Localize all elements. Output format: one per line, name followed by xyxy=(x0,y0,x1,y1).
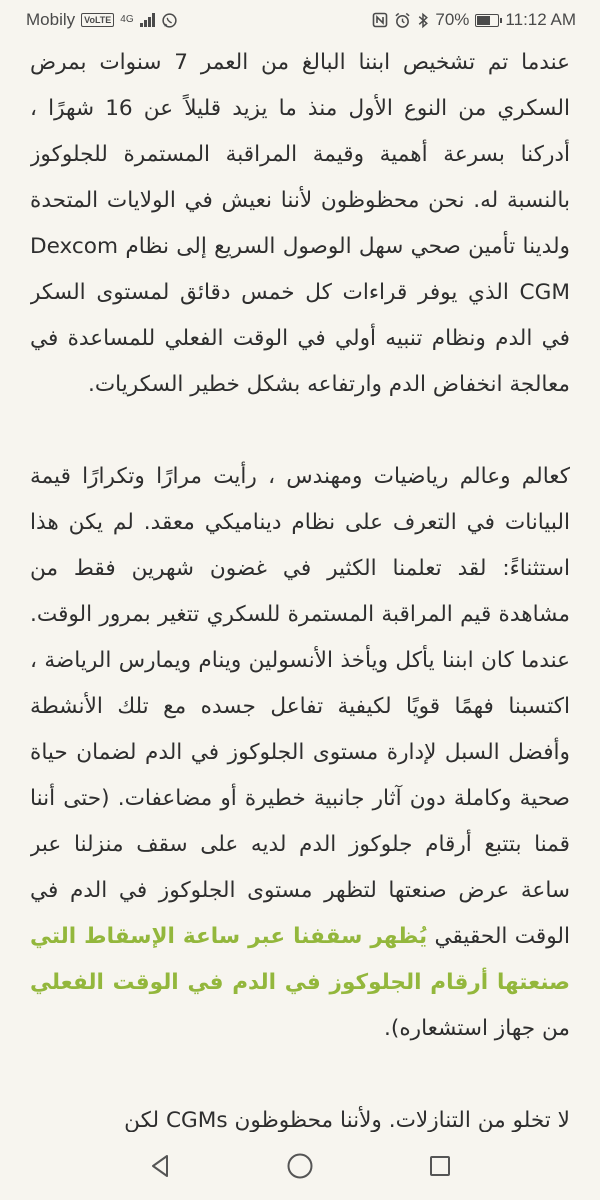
home-circle-icon xyxy=(286,1152,314,1180)
bluetooth-icon xyxy=(417,12,429,29)
status-bar-right xyxy=(372,10,576,30)
network-type: 4G xyxy=(120,14,134,25)
recents-button[interactable] xyxy=(420,1146,460,1186)
signal-strength-icon xyxy=(140,13,155,27)
article-body xyxy=(30,40,570,1132)
article-paragraph-1: عندما تم تشخيص ابننا البالغ من العمر 7 سنوات بمرض السكري من النوع الأول منذ ما يزيد قليلاً عن 16 شهرًا ، أدركنا بسرعة أهمية وقيمة المراقبة المستمرة للجلوكوز بالنسبة له. نحن محظوظون لأننا نعيش في الولايات المتحدة ولدينا تأمين صحي سهل الوصول السريع إلى نظام Dexcom CGM الذي يوفر قراءات كل خمس دقائق لمستوى السكر في الدم ونظام تنبيه أولي في الوقت الفعلي للمساعدة في معالجة انخفاض الدم وارتفاعه بشكل خطير السكريات. xyxy=(30,50,570,397)
battery-percent: 70% xyxy=(435,10,470,29)
alarm-icon xyxy=(394,12,411,29)
back-button[interactable] xyxy=(140,1146,180,1186)
nfc-icon xyxy=(372,12,388,28)
article-paragraph-2 xyxy=(30,454,570,1052)
battery-icon xyxy=(475,14,499,27)
clock: 11:12 AM xyxy=(505,10,576,29)
recents-square-icon xyxy=(428,1154,452,1178)
whatsapp-icon xyxy=(161,12,178,29)
status-bar xyxy=(0,0,600,40)
highlighted-link[interactable]: يُظهر سقفنا عبر ساعة الإسقاط التي صنعتها أرقام الجلوكوز في الدم في الوقت الفعلي xyxy=(30,924,570,995)
article-paragraph-2-text: كعالم وعالم رياضيات ومهندس ، رأيت مرارًا وتكرارًا قيمة البيانات في التعرف على نظام ديناميكي معقد. لم يكن هذا استثناءً: لقد تعلمنا الكثير في غضون شهرين فقط من مشاهدة قيم المراقبة المستمرة للسكري تتغير بمرور الوقت. عندما كان ابننا يأكل ويأخذ الأنسولين وينام ويمارس الرياضة ، اكتسبنا فهمًا قويًا لكيفية تفاعل جسده مع تلك الأنشطة وأفضل السبل لإدارة مستوى الجلوكوز في الدم لضمان حياة صحية وكاملة دون آثار جانبية خطيرة أو مضاعفات. (حتى أننا قمنا بتتبع أرقام جلوكوز الدم لديه على سقف منزلنا عبر ساعة عرض صنعتها لتظهر مستوى الجلوكوز في الدم في الوقت الحقيقي xyxy=(30,464,570,949)
home-button[interactable] xyxy=(280,1146,320,1186)
back-triangle-icon xyxy=(148,1153,172,1179)
article-paragraph-2-tail: من جهاز استشعاره). xyxy=(384,1016,570,1041)
carrier-name: Mobily xyxy=(26,10,76,29)
navigation-bar xyxy=(0,1132,600,1200)
article-paragraph-3: لا تخلو من التنازلات. ولأننا محظوظون CGMs لكن xyxy=(124,1108,570,1132)
volte-badge: VoLTE xyxy=(81,13,114,27)
battery-level-fill xyxy=(477,16,490,25)
status-bar-left xyxy=(26,10,178,30)
